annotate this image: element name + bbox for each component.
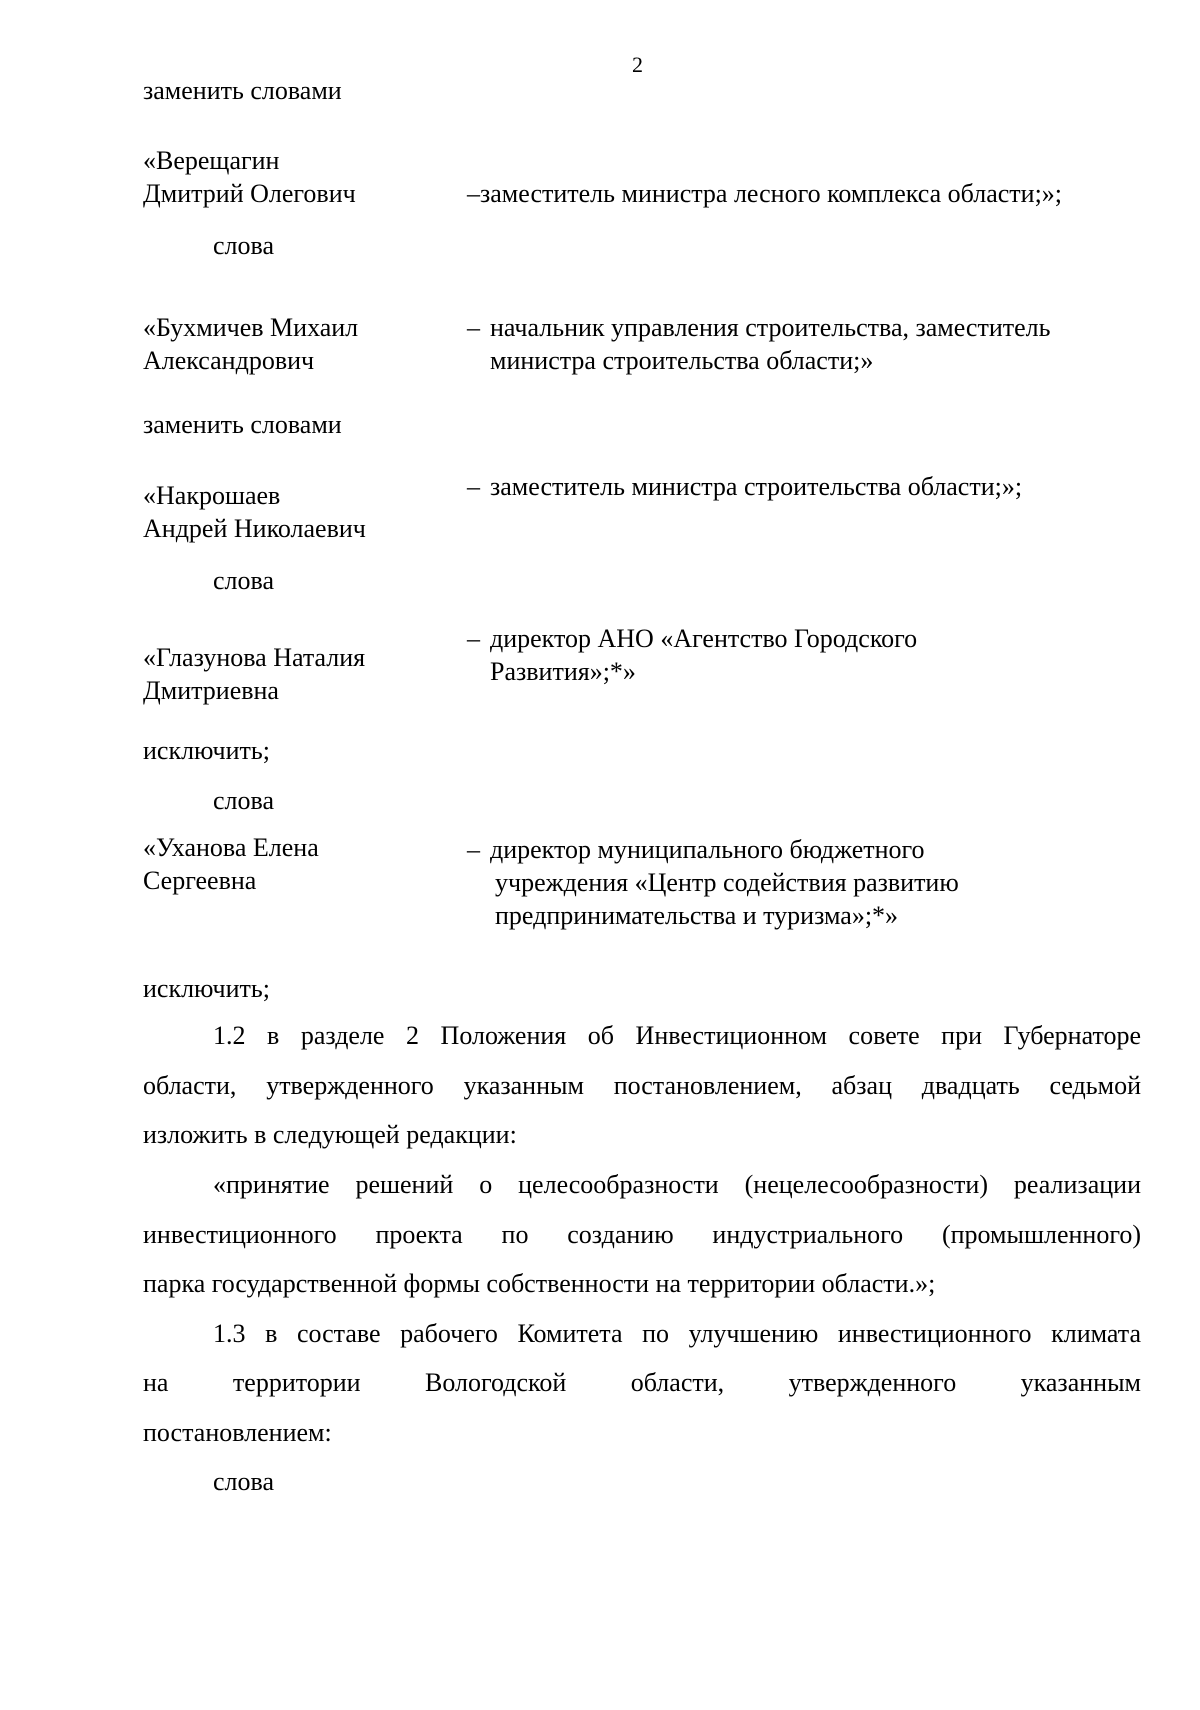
quote-line: инвестиционного проекта по созданию индустриального (промышленного) [143, 1220, 1141, 1249]
member-position-line: учреждения «Центр содействия развитию [495, 868, 959, 897]
paragraph-line: 1.3 в составе рабочего Комитета по улучшению инвестиционного климата [213, 1319, 1141, 1348]
member-position-line: директор муниципального бюджетного [490, 835, 925, 864]
position-dash: – [467, 313, 480, 342]
member-position-line: министра строительства области;» [490, 346, 874, 375]
position-dash: – [467, 624, 480, 653]
instruction-replace: заменить словами [143, 410, 342, 439]
member-name-line: Андрей Николаевич [143, 514, 366, 543]
instruction-exclude: исключить; [143, 736, 270, 765]
quote-line: «принятие решений о целесообразности (нецелесообразности) реализации [213, 1170, 1141, 1199]
member-name-line: «Глазунова Наталия [143, 643, 366, 672]
instruction-words: слова [213, 566, 274, 595]
instruction-replace: заменить словами [143, 76, 342, 105]
member-name-line: Дмитрий Олегович [143, 179, 356, 208]
member-position-line: начальник управления строительства, заместитель [490, 313, 1051, 342]
member-name-line: Александрович [143, 346, 315, 375]
paragraph-line: 1.2 в разделе 2 Положения об Инвестиционном совете при Губернаторе [213, 1021, 1141, 1050]
member-position-line: заместитель министра строительства области;»; [490, 472, 1023, 501]
instruction-words: слова [213, 786, 274, 815]
instruction-words: слова [213, 1467, 274, 1496]
member-position-line: предпринимательства и туризма»;*» [495, 901, 899, 930]
quote-line: парка государственной формы собственности на территории области.»; [143, 1269, 936, 1298]
member-name-line: «Бухмичев Михаил [143, 313, 359, 342]
member-name-line: «Уханова Елена [143, 833, 319, 862]
paragraph-line: постановлением: [143, 1418, 332, 1447]
instruction-words: слова [213, 231, 274, 260]
member-position-line: Развития»;*» [490, 657, 636, 686]
page-number: 2 [632, 52, 643, 77]
paragraph-line: изложить в следующей редакции: [143, 1120, 517, 1149]
instruction-exclude: исключить; [143, 974, 270, 1003]
member-name-line: «Накрошаев [143, 481, 281, 510]
position-dash: – [467, 835, 480, 864]
paragraph-line: на территории Вологодской области, утвержденного указанным [143, 1368, 1141, 1397]
paragraph-line: области, утвержденного указанным постановлением, абзац двадцать седьмой [143, 1071, 1141, 1100]
member-position-line: директор АНО «Агентство Городского [490, 624, 918, 653]
member-name-line: «Верещагин [143, 146, 280, 175]
member-name-line: Сергеевна [143, 866, 257, 895]
position-dash: – [467, 472, 480, 501]
member-position-line: заместитель министра лесного комплекса области;»; [480, 179, 1063, 208]
position-dash: – [467, 179, 480, 208]
member-name-line: Дмитриевна [143, 676, 279, 705]
